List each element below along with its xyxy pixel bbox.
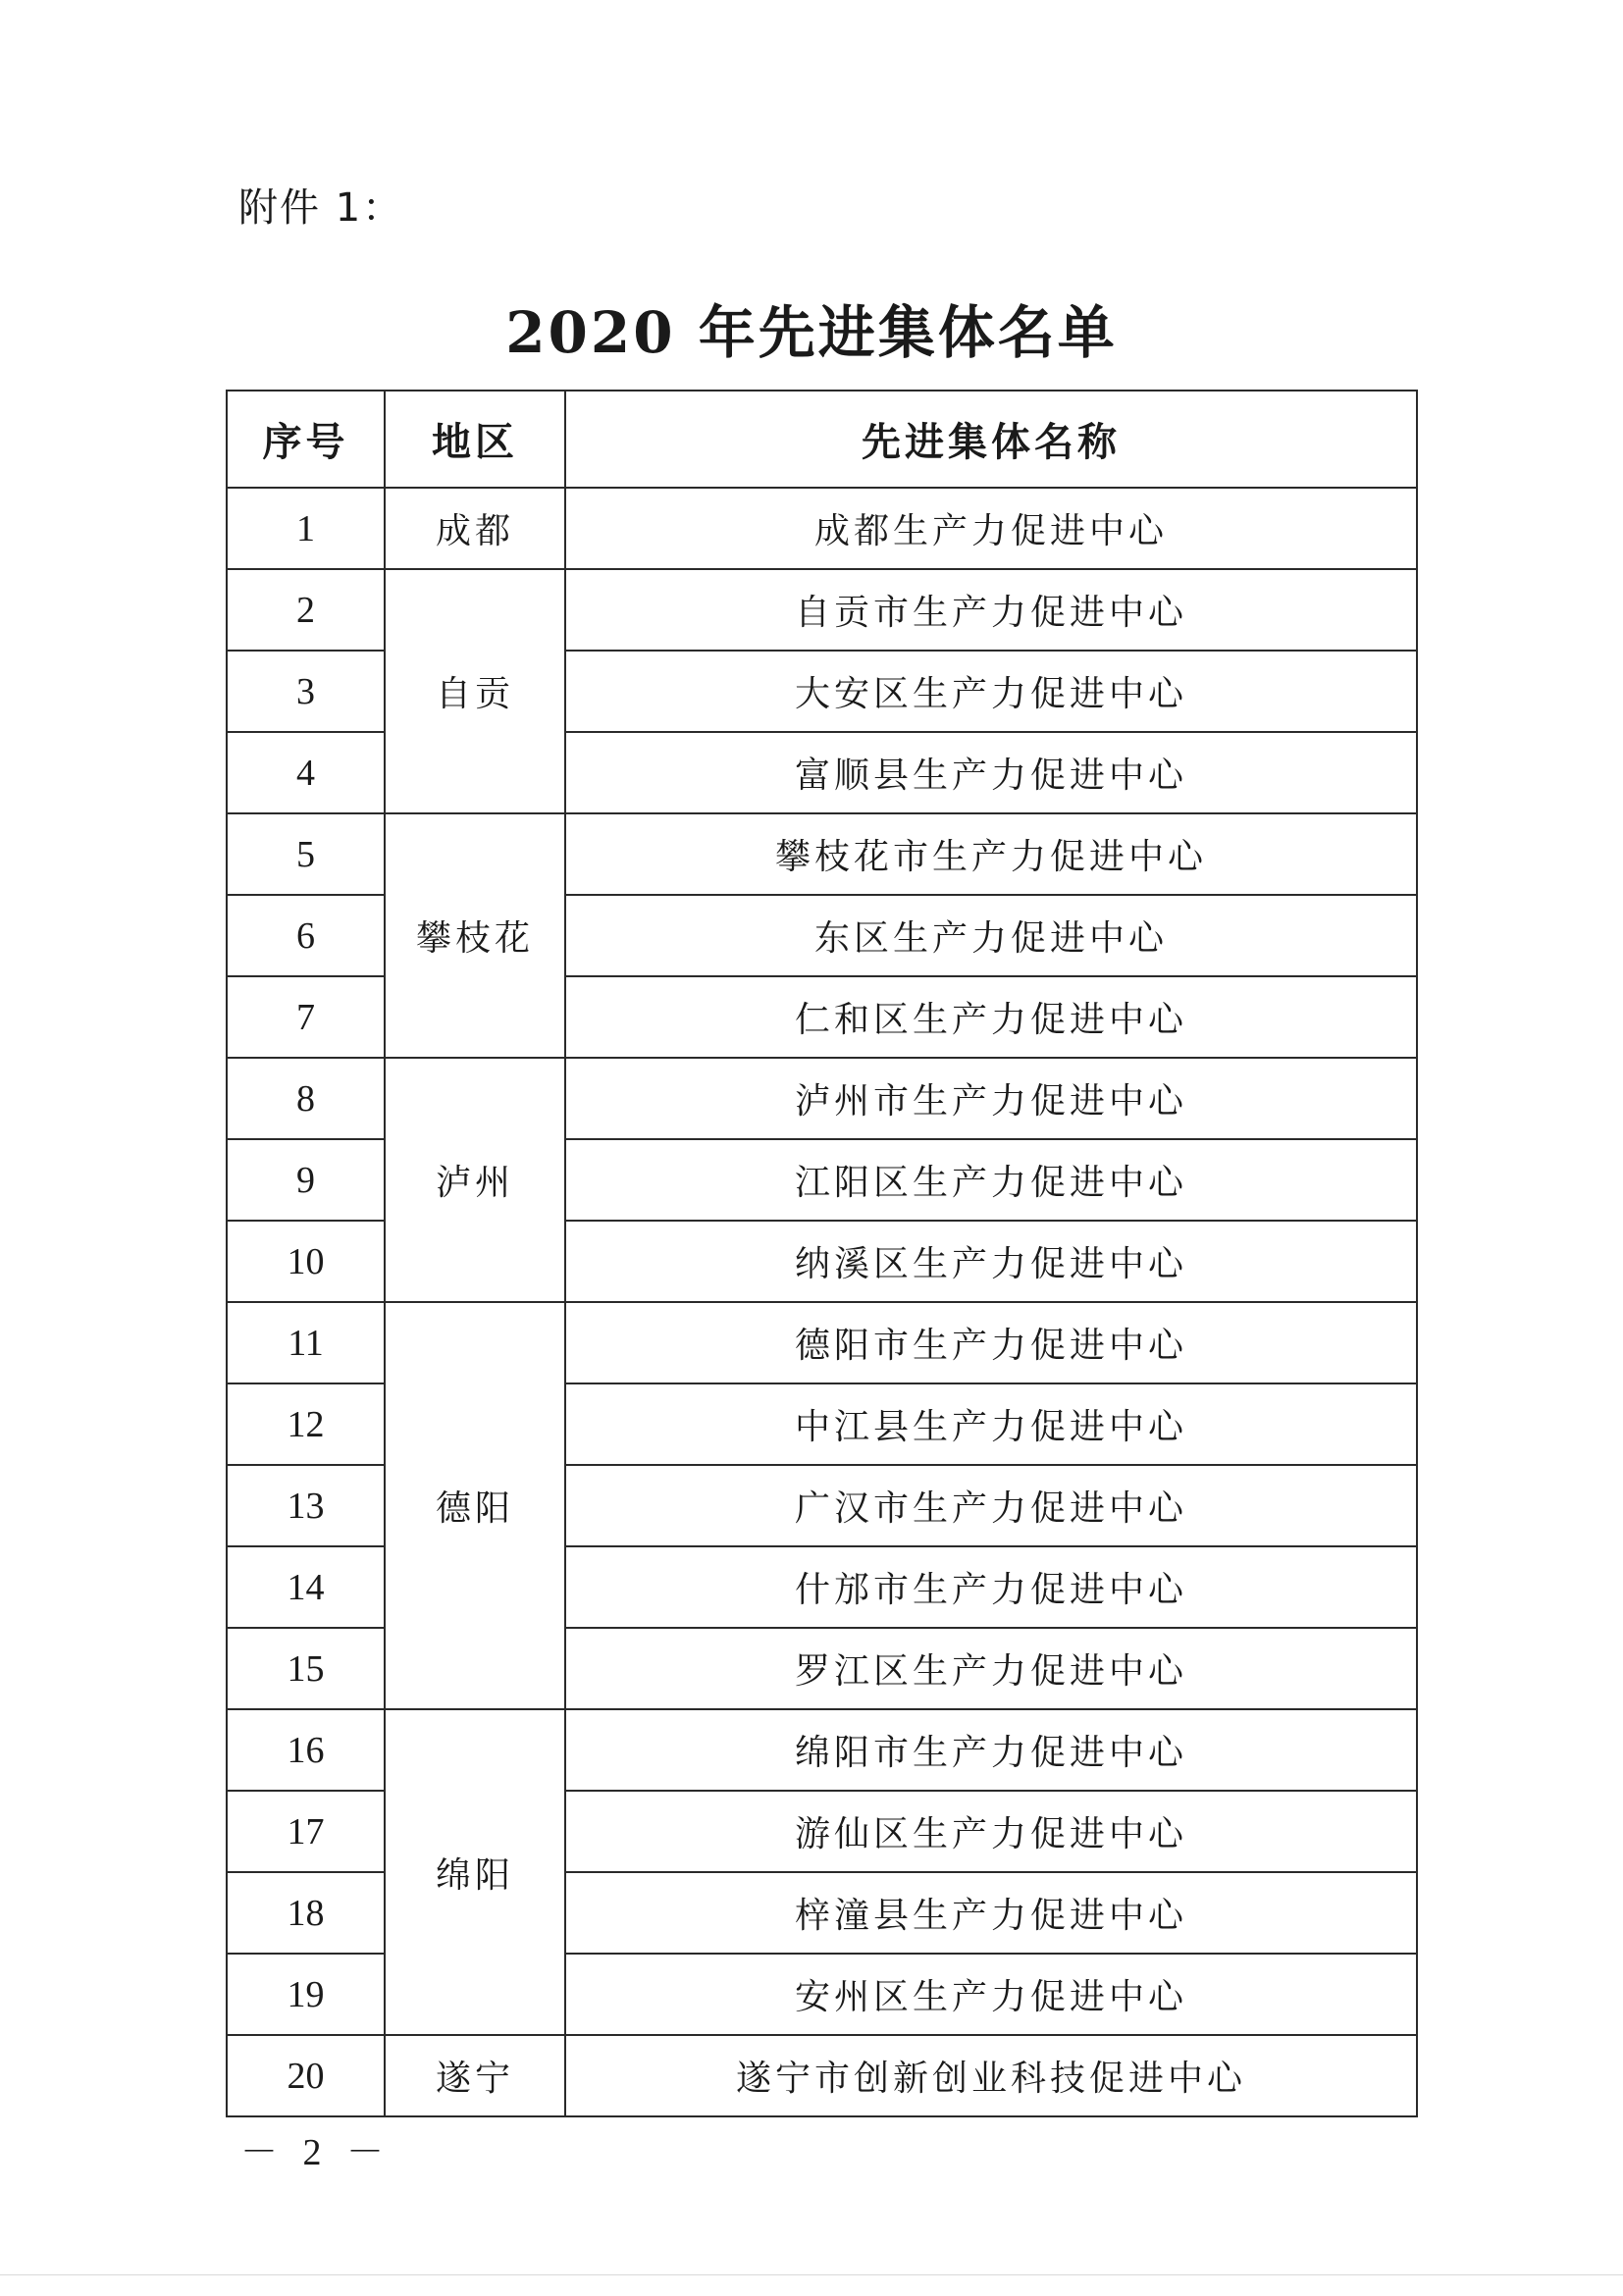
- collective-name-cell: 成都生产力促进中心: [565, 488, 1417, 569]
- region-cell: 遂宁: [385, 2035, 565, 2116]
- advanced-collectives-table: [226, 390, 1418, 2117]
- table-row: [227, 1302, 1417, 1383]
- serial-number-cell: 4: [227, 732, 385, 813]
- serial-number-cell: 19: [227, 1954, 385, 2035]
- collective-name-cell: 东区生产力促进中心: [565, 895, 1417, 976]
- table-body: [227, 488, 1417, 2116]
- collective-name-cell: 游仙区生产力促进中心: [565, 1791, 1417, 1872]
- table-row: [227, 1058, 1417, 1139]
- serial-number-cell: 13: [227, 1465, 385, 1546]
- collective-name-cell: 广汉市生产力促进中心: [565, 1465, 1417, 1546]
- collective-name-cell: 江阳区生产力促进中心: [565, 1139, 1417, 1221]
- serial-number-cell: 11: [227, 1302, 385, 1383]
- serial-number-cell: 7: [227, 976, 385, 1058]
- collective-name-cell: 大安区生产力促进中心: [565, 651, 1417, 732]
- collective-name-cell: 什邡市生产力促进中心: [565, 1546, 1417, 1628]
- serial-number-cell: 9: [227, 1139, 385, 1221]
- header-collective-name: 先进集体名称: [565, 391, 1417, 488]
- region-cell: 德阳: [385, 1302, 565, 1709]
- serial-number-cell: 20: [227, 2035, 385, 2116]
- collective-name-cell: 泸州市生产力促进中心: [565, 1058, 1417, 1139]
- collective-name-cell: 仁和区生产力促进中心: [565, 976, 1417, 1058]
- collective-name-cell: 中江县生产力促进中心: [565, 1383, 1417, 1465]
- table-row: [227, 569, 1417, 651]
- collective-name-cell: 安州区生产力促进中心: [565, 1954, 1417, 2035]
- collective-name-cell: 绵阳市生产力促进中心: [565, 1709, 1417, 1791]
- collective-name-cell: 富顺县生产力促进中心: [565, 732, 1417, 813]
- serial-number-cell: 17: [227, 1791, 385, 1872]
- serial-number-cell: 16: [227, 1709, 385, 1791]
- collective-name-cell: 纳溪区生产力促进中心: [565, 1221, 1417, 1302]
- region-cell: 成都: [385, 488, 565, 569]
- serial-number-cell: 10: [227, 1221, 385, 1302]
- collective-name-cell: 梓潼县生产力促进中心: [565, 1872, 1417, 1954]
- region-cell: 自贡: [385, 569, 565, 813]
- collective-name-cell: 罗江区生产力促进中心: [565, 1628, 1417, 1709]
- serial-number-cell: 8: [227, 1058, 385, 1139]
- header-region: 地区: [385, 391, 565, 488]
- collective-name-cell: 攀枝花市生产力促进中心: [565, 813, 1417, 895]
- region-cell: 泸州: [385, 1058, 565, 1302]
- collective-name-cell: 自贡市生产力促进中心: [565, 569, 1417, 651]
- serial-number-cell: 2: [227, 569, 385, 651]
- attachment-label: 附件 1：: [238, 185, 404, 231]
- document-title: 2020 年先进集体名单: [505, 299, 1118, 366]
- serial-number-cell: 18: [227, 1872, 385, 1954]
- table-row: [227, 813, 1417, 895]
- region-cell: 攀枝花: [385, 813, 565, 1058]
- serial-number-cell: 15: [227, 1628, 385, 1709]
- collective-name-cell: 遂宁市创新创业科技促进中心: [565, 2035, 1417, 2116]
- table-row: [227, 2035, 1417, 2116]
- page-number: － 2 －: [240, 2132, 393, 2173]
- table-row: [227, 488, 1417, 569]
- scan-edge-line: [0, 2274, 1623, 2275]
- collective-name-cell: 德阳市生产力促进中心: [565, 1302, 1417, 1383]
- table-row: [227, 1709, 1417, 1791]
- table-header-row: [227, 391, 1417, 488]
- header-serial-number: 序号: [227, 391, 385, 488]
- serial-number-cell: 14: [227, 1546, 385, 1628]
- serial-number-cell: 12: [227, 1383, 385, 1465]
- serial-number-cell: 5: [227, 813, 385, 895]
- serial-number-cell: 6: [227, 895, 385, 976]
- region-cell: 绵阳: [385, 1709, 565, 2035]
- serial-number-cell: 1: [227, 488, 385, 569]
- serial-number-cell: 3: [227, 651, 385, 732]
